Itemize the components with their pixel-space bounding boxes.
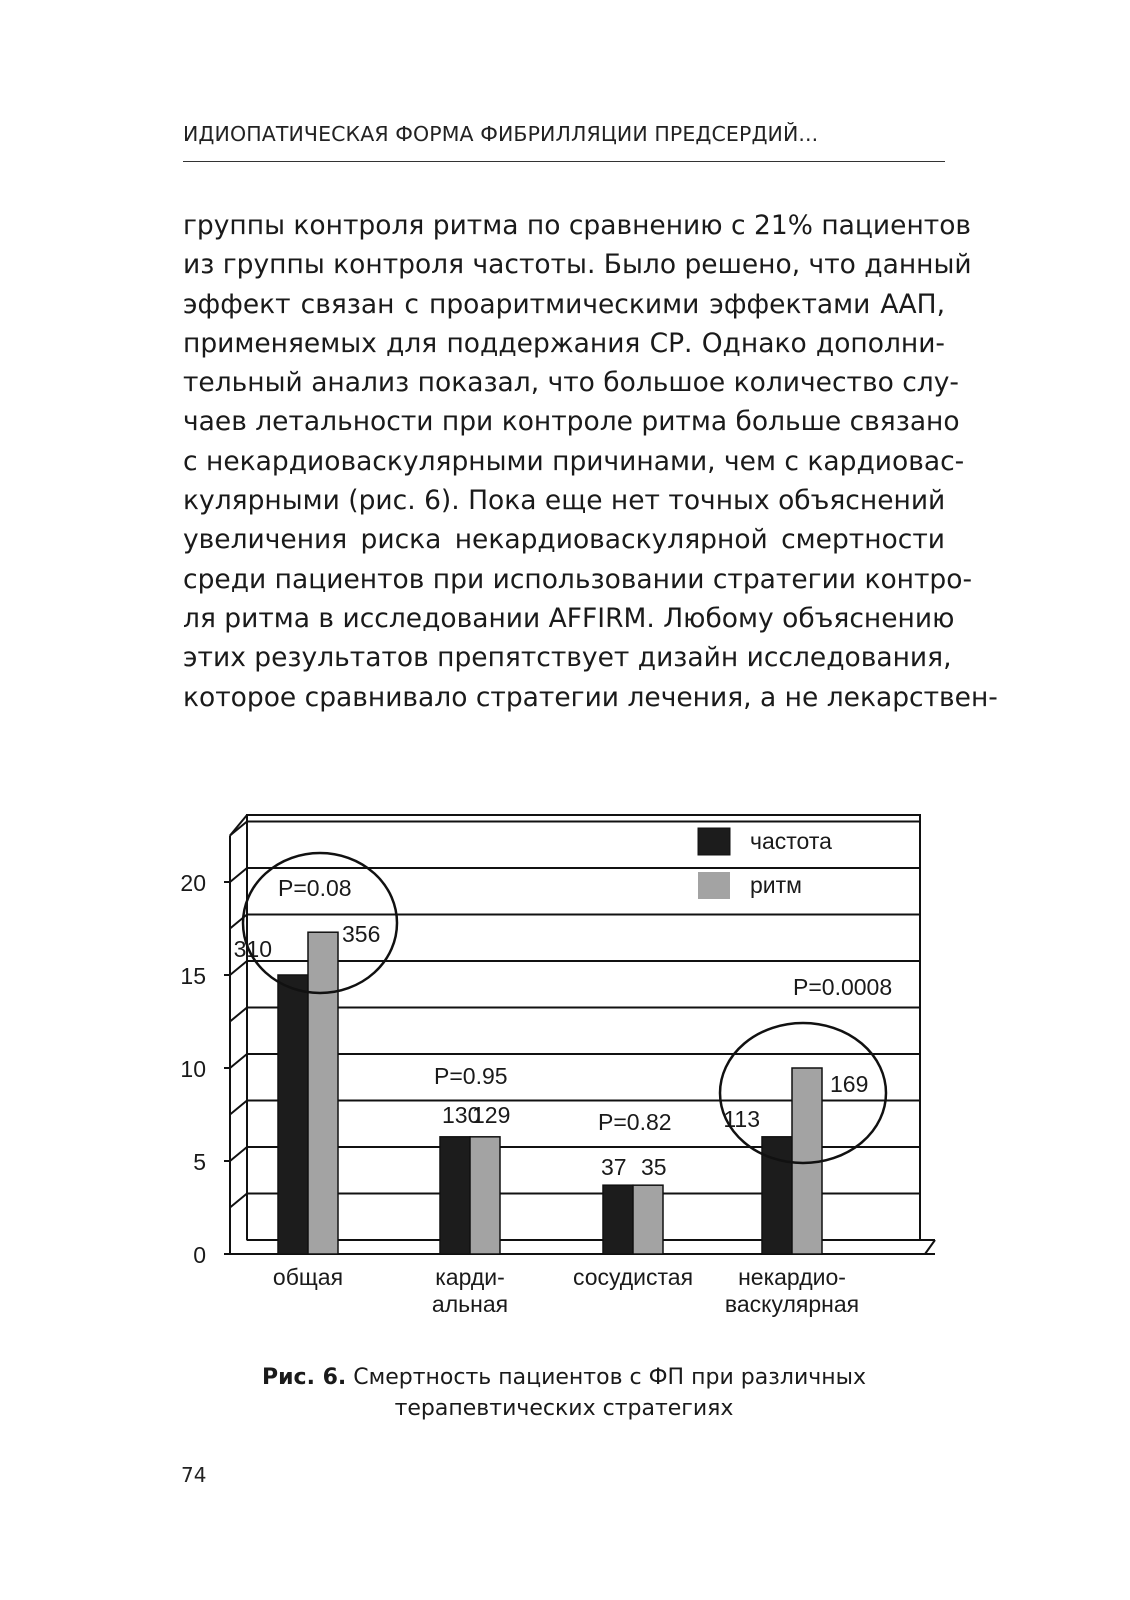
body-line: ля ритма в исследовании AFFIRM. Любому объяснению [183,602,955,634]
p-value-label: P=0.08 [278,875,352,901]
body-line: увеличения риска некардиоваскулярной смертности [183,524,945,556]
gridline-side [230,868,247,882]
figure-caption-line1: Смертность пациентов с ФП при различных [353,1365,867,1390]
p-value-label: P=0.82 [598,1109,672,1135]
x-tick-label: некардио- [738,1264,846,1290]
bar-value-label: 113 [723,1105,760,1132]
bar-value-label: 169 [830,1071,869,1097]
body-line: тельный анализ показал, что большое количество слу- [183,367,959,399]
y-tick-label: 0 [193,1242,206,1268]
body-line: из группы контроля частоты. Было решено, что данный [183,249,972,281]
gridline-side [230,1054,247,1068]
x-tick-label: сосудистая [572,1264,694,1290]
gridline-side [230,1194,247,1208]
bar-value-label: 35 [641,1154,667,1181]
body-line: группы контроля ритма по сравнению с 21% пациентов [183,210,972,241]
body-line: которое сравнивало стратегии лечения, а не лекарствен- [183,681,998,713]
y-tick-label: 5 [193,1149,206,1175]
gridline-side [230,1147,247,1161]
body-paragraph [183,206,998,717]
body-line: кулярными (рис. 6). Пока еще нет точных объяснений [183,485,946,517]
x-tick-label: общая [272,1264,344,1290]
gridline-side [230,1101,247,1115]
y-tick-label: 15 [180,963,206,989]
figure-label: Рис. 6. [261,1365,347,1390]
page-number: 74 [181,1463,207,1487]
gridline-side [230,961,247,975]
y-tick-label: 20 [180,870,206,896]
bar-ritm [308,932,338,1254]
y-axis-top [230,815,247,836]
running-head: ИДИОПАТИЧЕСКАЯ ФОРМА ФИБРИЛЛЯЦИИ ПРЕДСЕРДИЙ... [183,122,819,146]
x-tick-label: альная [431,1291,509,1317]
floor-right-corner [925,1240,935,1254]
y-tick-label: 10 [180,1056,206,1082]
bar-chastota [440,1137,470,1254]
bar-ritm [470,1137,500,1254]
x-tick-label: васкулярная [724,1291,860,1317]
bar-value-label: 310 [233,936,272,962]
body-line: среди пациентов при использовании стратегии контро- [183,563,973,595]
legend-swatch [698,828,730,855]
bar-value-label: 129 [472,1101,511,1128]
bar-value-label: 37 [601,1154,627,1181]
header-rule [183,161,945,162]
body-line: чаев летальности при контроле ритма больше связано [183,406,960,438]
bar-value-label: 130 [442,1101,481,1128]
bar-value-label: 356 [342,921,381,948]
body-line: этих результатов препятствует дизайн исследования, [183,642,952,674]
bar-chastota [603,1185,633,1254]
p-value-label: P=0.95 [434,1063,508,1089]
body-line: с некардиоваскулярными причинами, чем с кардиовас- [183,445,965,477]
figure-caption [183,1362,945,1424]
gridline-side [230,1008,247,1022]
figure-caption-line2: терапевтических стратегиях [394,1396,734,1421]
legend-label: частота [750,828,832,854]
mortality-bar-chart [170,810,960,1350]
legend-swatch [698,872,730,899]
bar-chastota [278,975,308,1254]
body-line: применяемых для поддержания СР. Однако дополни- [183,327,945,359]
legend-label: ритм [750,872,802,898]
bar-ritm [633,1185,663,1254]
bar-chastota [762,1137,792,1254]
body-line: эффект связан с проаритмическими эффектами ААП, [183,288,945,320]
x-tick-label: карди- [435,1264,505,1290]
p-value-label: P=0.0008 [793,974,893,1000]
